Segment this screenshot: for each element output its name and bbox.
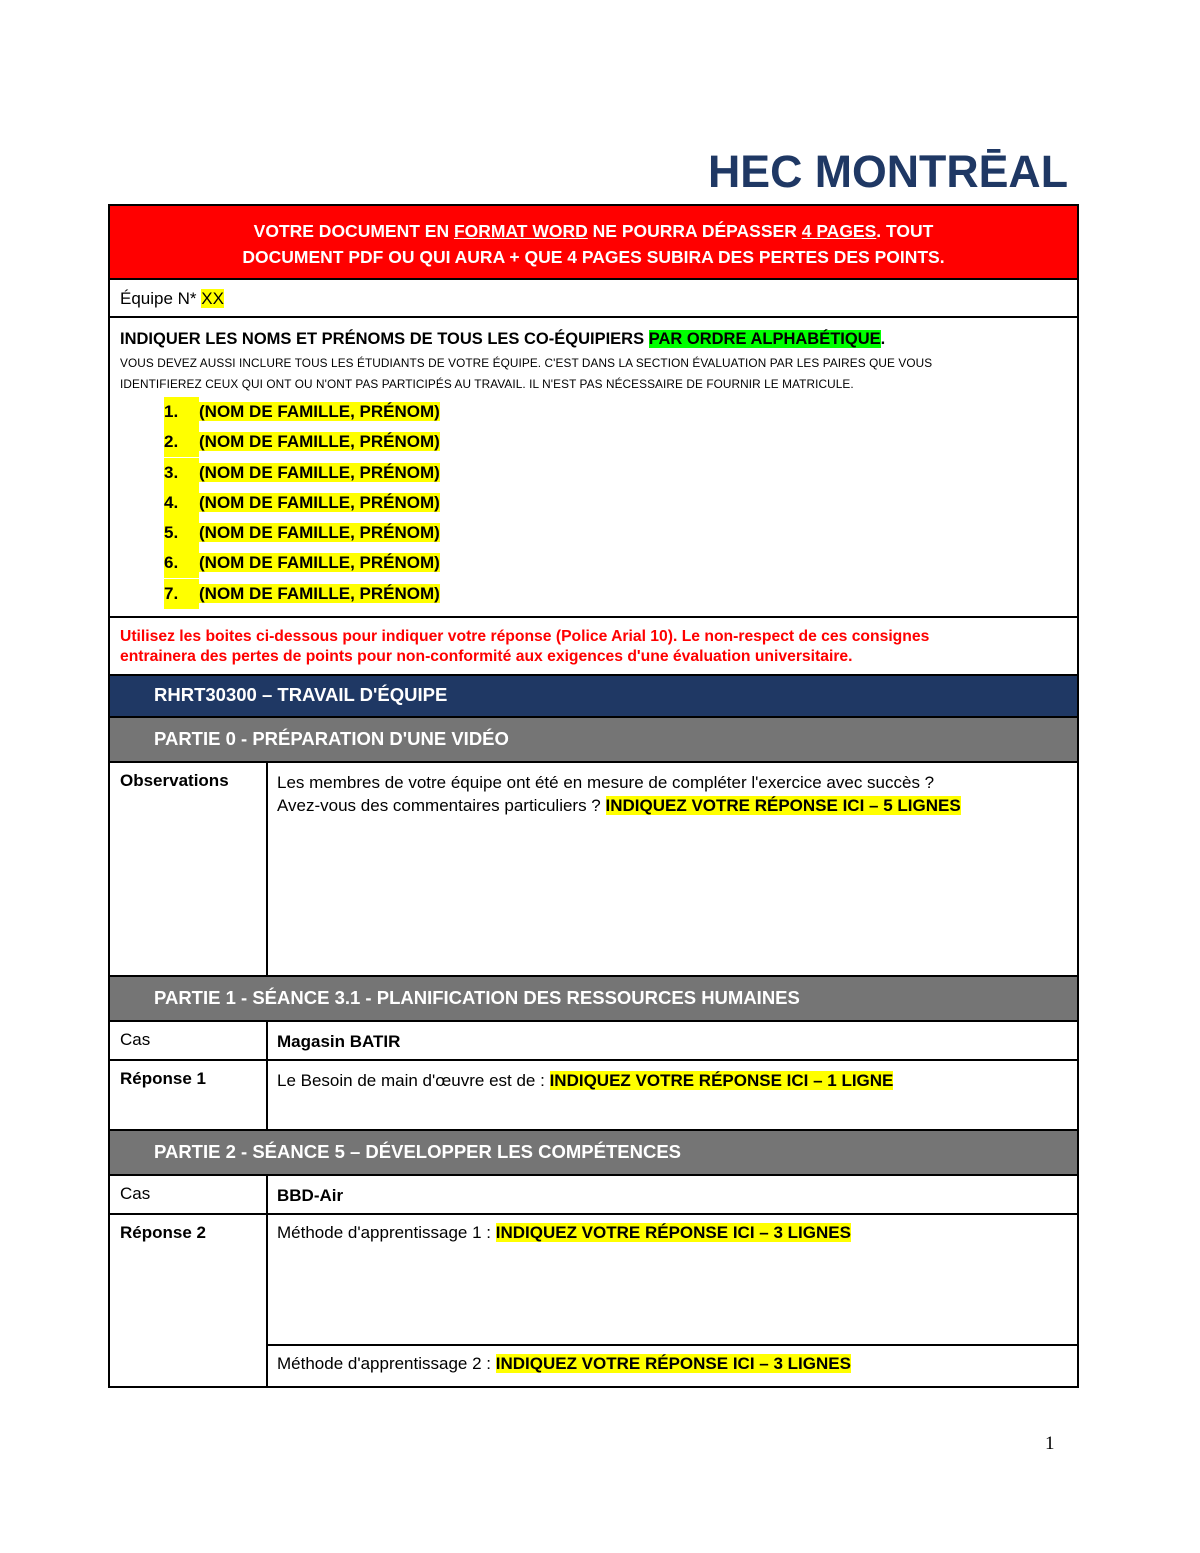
banner-line-2: DOCUMENT PDF OU QUI AURA + QUE 4 PAGES SUBIRA DES PERTES DES POINTS. xyxy=(242,247,945,267)
member-name-field[interactable]: (NOM DE FAMILLE, PRÉNOM) xyxy=(199,432,440,452)
case-value: Magasin BATIR xyxy=(277,1032,401,1051)
section-heading-text: PARTIE 2 - SÉANCE 5 – DÉVELOPPER LES COMPÉTENCES xyxy=(154,1141,682,1162)
team-number-field[interactable]: XX xyxy=(201,289,224,308)
list-number: 5. xyxy=(164,518,199,548)
member-name-field[interactable]: (NOM DE FAMILLE, PRÉNOM) xyxy=(199,523,440,543)
members-note xyxy=(120,353,1067,395)
list-number: 3. xyxy=(164,458,199,488)
list-item[interactable] xyxy=(164,458,1067,488)
partie-2-case-row xyxy=(110,1176,1077,1215)
case-label: Cas xyxy=(110,1176,268,1213)
warning-line-1: Utilisez les boites ci-dessous pour indiquer votre réponse (Police Arial 10). Le non-respect de ces consignes xyxy=(120,628,930,645)
logo-text: HEC MONTRĒAL xyxy=(708,146,1068,193)
members-instructions-title xyxy=(120,328,1067,350)
banner-text: NE POURRA DÉPASSER xyxy=(587,221,802,241)
list-item[interactable] xyxy=(164,579,1067,609)
team-number-row[interactable] xyxy=(110,280,1077,318)
method-1-cell[interactable] xyxy=(268,1215,1077,1346)
members-list xyxy=(120,397,1067,609)
method-2-cell[interactable] xyxy=(268,1346,1077,1386)
method-2-placeholder[interactable]: INDIQUEZ VOTRE RÉPONSE ICI – 3 LIGNES xyxy=(495,1354,851,1373)
logo-graphic xyxy=(708,143,1070,193)
member-name-field[interactable]: (NOM DE FAMILLE, PRÉNOM) xyxy=(199,492,440,512)
observations-answer-placeholder[interactable]: INDIQUEZ VOTRE RÉPONSE ICI – 5 LIGNES xyxy=(605,796,961,815)
assignment-form xyxy=(108,204,1079,1388)
banner-line-1 xyxy=(110,218,1077,244)
method-1-placeholder[interactable]: INDIQUEZ VOTRE RÉPONSE ICI – 3 LIGNES xyxy=(495,1223,851,1242)
members-title-text: INDIQUER LES NOMS ET PRÉNOMS DE TOUS LES CO-ÉQUIPIERS xyxy=(120,330,649,348)
answer-1-prompt: Le Besoin de main d'œuvre est de : xyxy=(277,1071,550,1090)
observations-row xyxy=(110,763,1077,977)
partie-1-heading xyxy=(110,977,1077,1022)
section-heading-text: PARTIE 1 - SÉANCE 3.1 - PLANIFICATION DES RESSOURCES HUMAINES xyxy=(154,987,800,1008)
section-heading-text: PARTIE 0 - PRÉPARATION D'UNE VIDÉO xyxy=(154,728,509,749)
answer-2-label: Réponse 2 xyxy=(110,1215,268,1386)
warning-line-2: entrainera des pertes de points pour non-conformité aux exigences d'une évaluation universitaire. xyxy=(120,648,853,665)
list-item[interactable] xyxy=(164,548,1067,578)
banner-four-pages: 4 PAGES xyxy=(801,221,877,241)
answer-1-label: Réponse 1 xyxy=(110,1061,268,1129)
members-note-line-2: IDENTIFIEREZ CEUX QUI ONT OU N'ONT PAS PARTICIPÉS AU TRAVAIL. IL N'EST PAS NÉCESSAIRE DE FOURNIR LE MATRICULE. xyxy=(120,377,854,391)
partie-1-answer-row xyxy=(110,1061,1077,1131)
member-name-field[interactable]: (NOM DE FAMILLE, PRÉNOM) xyxy=(199,462,440,482)
method-2-prompt: Méthode d'apprentissage 2 : xyxy=(277,1354,496,1373)
observations-question-2-line xyxy=(277,794,1077,817)
hec-montreal-logo xyxy=(708,143,1070,193)
partie-2-heading xyxy=(110,1131,1077,1176)
partie-0-heading xyxy=(110,718,1077,763)
list-item[interactable] xyxy=(164,397,1067,427)
list-item[interactable] xyxy=(164,518,1067,548)
member-name-field[interactable]: (NOM DE FAMILLE, PRÉNOM) xyxy=(199,583,440,603)
team-label: Équipe N* xyxy=(120,289,202,308)
answer-1-placeholder[interactable]: INDIQUEZ VOTRE RÉPONSE ICI – 1 LIGNE xyxy=(549,1071,894,1090)
partie-1-case-row xyxy=(110,1022,1077,1061)
case-value: BBD-Air xyxy=(277,1186,344,1205)
list-item[interactable] xyxy=(164,488,1067,518)
method-1-prompt: Méthode d'apprentissage 1 : xyxy=(277,1223,496,1242)
alphabetical-order-highlight: PAR ORDRE ALPHABÉTIQUE xyxy=(648,330,881,348)
observations-label: Observations xyxy=(110,763,268,975)
members-title-end: . xyxy=(880,330,886,348)
list-number: 6. xyxy=(164,548,199,578)
observations-answer-cell[interactable] xyxy=(268,763,1077,975)
course-title: RHRT30300 – TRAVAIL D'ÉQUIPE xyxy=(154,684,448,705)
partie-2-answer-row xyxy=(110,1215,1077,1386)
page-limit-banner xyxy=(110,206,1077,280)
list-item[interactable] xyxy=(164,427,1067,457)
members-note-line-1: VOUS DEVEZ AUSSI INCLURE TOUS LES ÉTUDIANTS DE VOTRE ÉQUIPE. C'EST DANS LA SECTION ÉVALUATION PAR LES PAIRES QUE VOUS xyxy=(120,356,933,370)
banner-text: . TOUT xyxy=(876,221,934,241)
case-label: Cas xyxy=(110,1022,268,1059)
member-name-field[interactable]: (NOM DE FAMILLE, PRÉNOM) xyxy=(199,553,440,573)
member-name-field[interactable]: (NOM DE FAMILLE, PRÉNOM) xyxy=(199,402,440,421)
list-number: 7. xyxy=(164,579,199,609)
list-number: 4. xyxy=(164,488,199,518)
list-number: 2. xyxy=(164,427,199,457)
observations-question-2: Avez-vous des commentaires particuliers ? xyxy=(277,796,606,815)
format-warning xyxy=(110,618,1077,676)
answer-2-cells xyxy=(268,1215,1077,1386)
course-title-bar xyxy=(110,676,1077,718)
banner-format-word: FORMAT WORD xyxy=(453,221,588,241)
team-members-block xyxy=(110,318,1077,618)
observations-question-1: Les membres de votre équipe ont été en mesure de compléter l'exercice avec succès ? xyxy=(277,773,935,792)
answer-1-cell[interactable] xyxy=(268,1061,1077,1129)
banner-text: VOTRE DOCUMENT EN xyxy=(253,221,454,241)
page-number: 1 xyxy=(1045,1433,1055,1454)
list-number: 1. xyxy=(164,397,199,427)
